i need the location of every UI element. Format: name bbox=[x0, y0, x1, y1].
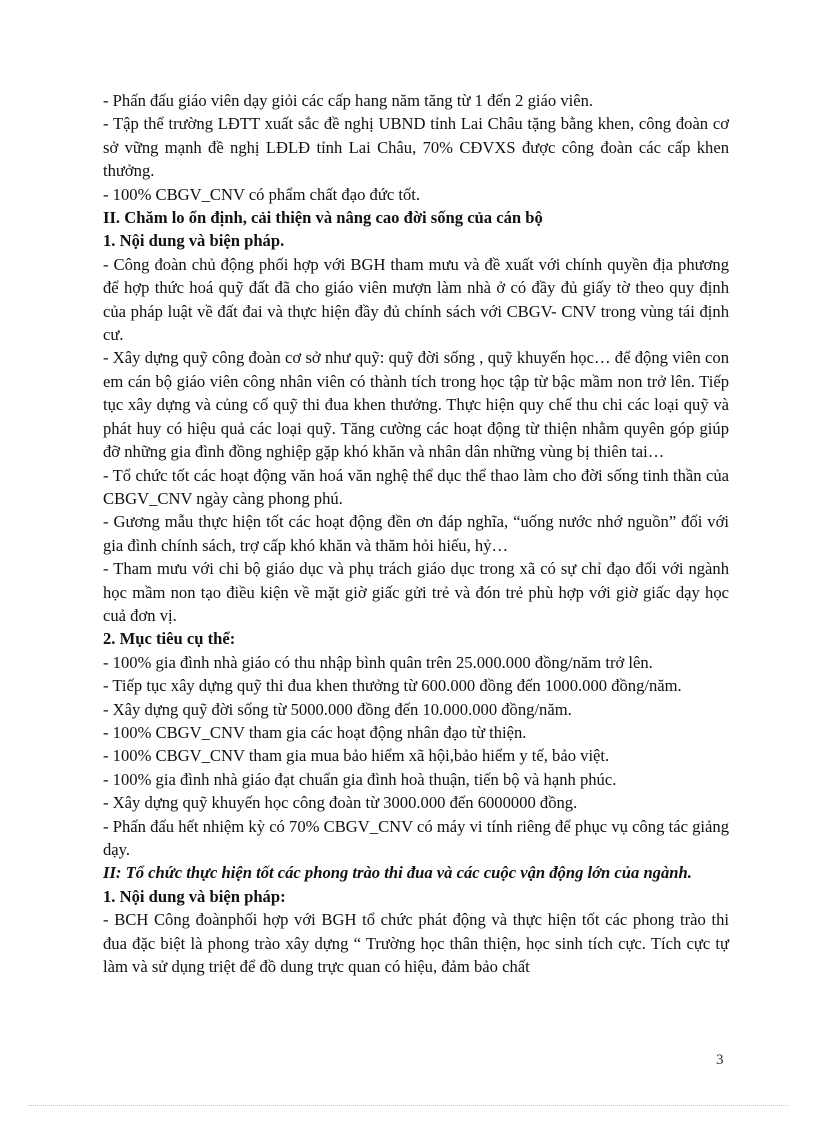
paragraph-4: - Công đoàn chủ động phối hợp với BGH tham mưu và đề xuất với chính quyền địa phương để hợp thức hoá quỹ đất đã cho giáo viên mượn làm nhà ở có đầy đủ giấy tờ theo quy định của pháp luật về đất đai và thực hiện đầy đủ chính sách với CBGV- CNV trong vùng tái định cư. bbox=[103, 254, 729, 345]
goal-7: - Xây dựng quỹ khuyến học công đoàn từ 3000.000 đến 6000000 đồng. bbox=[103, 793, 578, 813]
goal-2: - Tiếp tục xây dựng quỹ thi đua khen thưởng từ 600.000 đồng đến 1000.000 đồng/năm. bbox=[103, 676, 682, 696]
goal-4: - 100% CBGV_CNV tham gia các hoạt động nhân đạo từ thiện. bbox=[103, 722, 527, 742]
footer-divider bbox=[28, 1105, 788, 1106]
paragraph-7: - Gương mẫu thực hiện tốt các hoạt động đền ơn đáp nghĩa, “uống nước nhớ nguồn” đối với gia đình chính sách, trợ cấp khó khăn và thăm hỏi hiếu, hỷ… bbox=[103, 512, 729, 555]
paragraph-1: - Phấn đấu giáo viên dạy giỏi các cấp hang năm tăng từ 1 đến 2 giáo viên. bbox=[103, 91, 594, 110]
section-heading-emulation: II: Tổ chức thực hiện tốt các phong trào thi đua và các cuộc vận động lớn của ngành. bbox=[103, 863, 692, 883]
paragraph-9: - BCH Công đoànphối hợp với BGH tổ chức phát động và thực hiện tốt các phong trào thi đua đặc biệt là phong trào xây dựng “ Trường học thân thiện, học sinh tích cực. Tích cực tự làm và sử dụng triệt để đồ dung trực quan có hiệu, đảm bảo chất bbox=[103, 910, 729, 977]
paragraph-5: - Xây dựng quỹ công đoàn cơ sở như quỹ: quỹ đời sống , quỹ khuyến học… để động viên con em cán bộ giáo viên công nhân viên có thành tích trong học tập từ bậc mầm non trở lên. Tiếp tục xây dựng và củng cố quỹ thi đua khen thưởng. Thực hiện quy chế thu chi các loại quỹ và phát huy có hiệu quả các loại quỹ. Tăng cường các hoạt động từ thiện nhằm quyên góp giúp đỡ những gia đình đồng nghiệp gặp khó khăn và nhân dân những vùng bị thiên tai… bbox=[103, 348, 729, 462]
paragraph-8: - Tham mưu với chi bộ giáo dục và phụ trách giáo dục trong xã có sự chỉ đạo đối với ngành học mầm non tạo điều kiện về mặt giờ giấc gửi trẻ và đón trẻ phù hợp với giờ giấc dạy học cuả đơn vị. bbox=[103, 559, 729, 625]
goal-5: - 100% CBGV_CNV tham gia mua bảo hiểm xã hội,bảo hiểm y tế, bảo việt. bbox=[103, 746, 610, 766]
paragraph-3: - 100% CBGV_CNV có phẩm chất đạo đức tốt. bbox=[103, 184, 421, 204]
paragraph-2: - Tập thể trường LĐTT xuất sắc đề nghị UBND tỉnh Lai Châu tặng bằng khen, công đoàn cơ sở vững mạnh đề nghị LĐLĐ tỉnh Lai Châu, 70% CĐVXS được công đoàn các cấp khen thưởng. bbox=[103, 114, 729, 181]
section-heading-ii: II. Chăm lo ổn định, cải thiện và nâng cao đời sống của cán bộ bbox=[103, 208, 543, 228]
page-number: 3 bbox=[716, 1052, 724, 1068]
subheading-content-measures: 1. Nội dung và biện pháp. bbox=[103, 231, 285, 251]
goal-6: - 100% gia đình nhà giáo đạt chuẩn gia đình hoà thuận, tiến bộ và hạnh phúc. bbox=[103, 769, 617, 789]
subheading-content-measures-2: 1. Nội dung và biện pháp: bbox=[103, 886, 286, 906]
goal-8: - Phấn đấu hết nhiệm kỳ có 70% CBGV_CNV có máy vi tính riêng để phục vụ công tác giảng dạy. bbox=[103, 816, 729, 859]
goal-3: - Xây dựng quỹ đời sống từ 5000.000 đồng đến 10.000.000 đồng/năm. bbox=[103, 699, 572, 719]
paragraph-6: - Tổ chức tốt các hoạt động văn hoá văn nghệ thể dục thể thao làm cho đời sống tinh thần của CBGV_CNV ngày càng phong phú. bbox=[103, 465, 729, 508]
document-body bbox=[103, 89, 729, 978]
goal-1: - 100% gia đình nhà giáo có thu nhập bình quân trên 25.000.000 đồng/năm trở lên. bbox=[103, 652, 653, 672]
subheading-specific-goals: 2. Mục tiêu cụ thể: bbox=[103, 629, 236, 649]
